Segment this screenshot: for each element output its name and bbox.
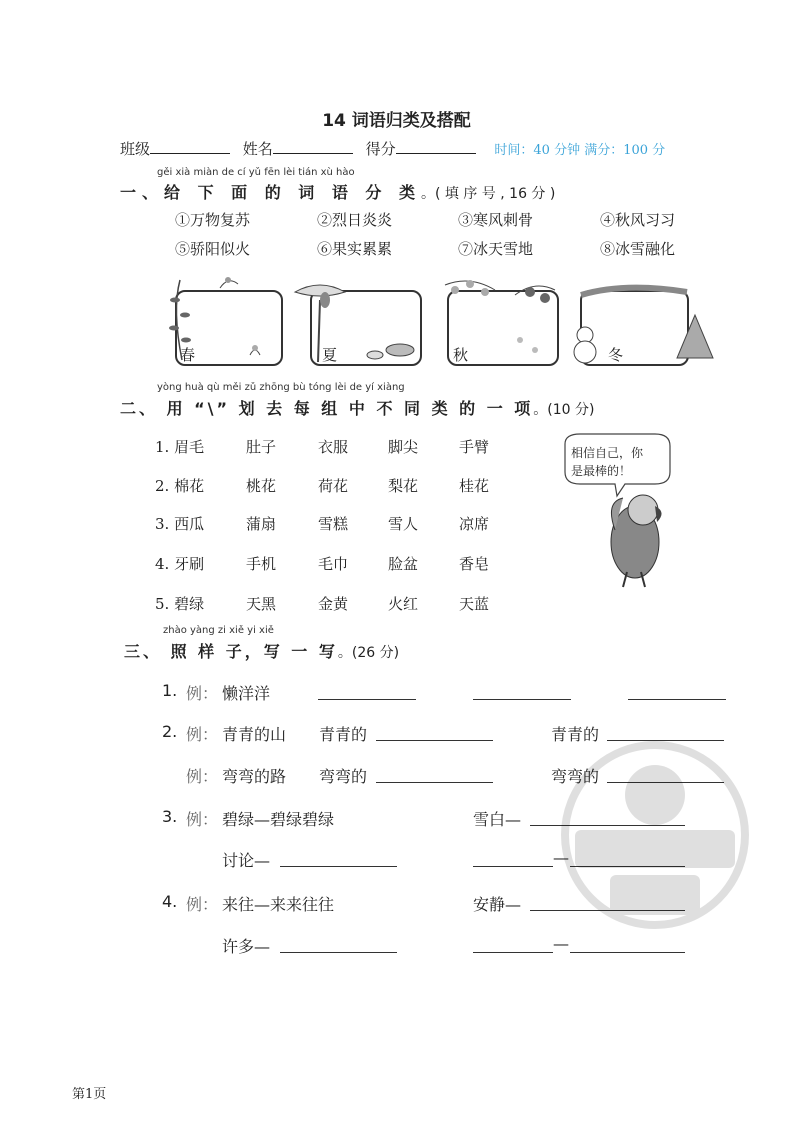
answer-blank[interactable] [280,952,397,953]
word-option: ①万物复苏 [175,211,251,229]
group-word[interactable]: 4. 牙刷 [155,555,205,573]
section1-heading [120,180,555,203]
group-word[interactable]: 肚子 [246,438,277,456]
summer-lotus-icon [290,270,430,370]
example-label: 例： [186,810,219,829]
example-text: 青青的山 [222,725,287,744]
group-word[interactable]: 脸盆 [388,555,419,573]
season-label-winter: 冬 [608,346,624,364]
group-word[interactable]: 荷花 [318,477,349,495]
prompt-text: 讨论— [222,851,271,870]
bubble-line2: 是最棒的！ [571,464,632,478]
spring-decoration-icon [160,270,290,370]
answer-blank[interactable] [570,952,685,953]
season-label-autumn: 秋 [453,346,469,364]
group-word[interactable]: 蒲扇 [246,515,277,533]
answer-blank[interactable] [318,699,416,700]
word-option: ⑧冰雪融化 [600,240,676,258]
group-word[interactable]: 雪糕 [318,515,349,533]
section2-heading [120,396,595,419]
answer-blank[interactable] [473,952,553,953]
section3-note: 。(26 分) [337,645,400,661]
group-word[interactable]: 2. 棉花 [155,477,205,495]
class-label: 班级 [120,140,151,158]
prompt-text: 青青的 [551,725,600,744]
question-number: 4. [162,892,178,911]
answer-blank[interactable] [376,782,493,783]
word-option: ②烈日炎炎 [317,211,393,229]
page-title: 14 词语归类及搭配 [322,111,471,131]
group-word[interactable]: 天蓝 [459,595,490,613]
group-word[interactable]: 5. 碧绿 [155,595,205,613]
section3-heading [124,639,399,662]
section2-pinyin: yòng huà qù měi zǔ zhōng bù tóng lèi de yí xiàng [157,382,405,393]
group-word[interactable]: 香皂 [459,555,490,573]
example-text: 碧绿—碧绿碧绿 [222,810,335,829]
answer-blank[interactable] [473,699,571,700]
group-word[interactable]: 毛巾 [318,555,349,573]
prompt-text: 许多— [222,937,271,956]
prompt-text: 安静— [473,895,522,914]
group-word[interactable]: 雪人 [388,515,419,533]
section3-pinyin: zhào yàng zi xiě yi xiě [163,625,274,636]
section1-heading-text: 一、给 下 面 的 词 语 分 类 [120,183,421,202]
bubble-line1: 相信自己，你 [571,446,644,460]
prompt-text: 弯弯的 [551,767,600,786]
group-word[interactable]: 凉席 [459,515,490,533]
example-label: 例： [186,767,219,786]
word-option: ⑥果实累累 [317,240,393,258]
section1-pinyin: gěi xià miàn de cí yǔ fēn lèi tián xù hào [157,167,355,178]
dash-separator: — [553,934,569,953]
prompt-text: 雪白— [473,810,522,829]
group-word[interactable]: 脚尖 [388,438,419,456]
page-number: 第1页 [72,1087,107,1102]
question-number: 3. [162,807,178,826]
class-field[interactable] [150,139,230,154]
dash-separator: — [553,848,569,867]
section2-note: 。(10 分) [533,402,595,418]
question-number: 1. [162,681,178,700]
season-label-summer: 夏 [322,346,338,364]
word-option: ④秋风习习 [600,211,676,229]
answer-blank[interactable] [473,866,553,867]
answer-blank[interactable] [376,740,493,741]
group-word[interactable]: 衣服 [318,438,349,456]
prompt-text: 青青的 [319,725,368,744]
word-option: ③寒风刺骨 [458,211,534,229]
section2-heading-text: 二、 用 “\” 划 去 每 组 中 不 同 类 的 一 项 [120,399,534,418]
group-word[interactable]: 1. 眉毛 [155,438,205,456]
example-label: 例： [186,895,219,914]
word-option: ⑦冰天雪地 [458,240,534,258]
group-word[interactable]: 桂花 [459,477,490,495]
group-word[interactable]: 手臂 [459,438,490,456]
autumn-leaves-icon [440,270,570,370]
group-word[interactable]: 3. 西瓜 [155,515,205,533]
word-option: ⑤骄阳似火 [175,240,251,258]
name-field[interactable] [273,139,353,154]
score-label: 得分 [365,140,396,158]
group-word[interactable]: 金黄 [318,595,349,613]
group-word[interactable]: 天黑 [246,595,277,613]
student-info-line [120,138,665,159]
answer-blank[interactable] [280,866,397,867]
answer-blank[interactable] [628,699,726,700]
name-label: 姓名 [242,140,273,158]
score-field[interactable] [396,139,476,154]
group-word[interactable]: 梨花 [388,477,419,495]
question-number: 2. [162,722,178,741]
group-word[interactable]: 火红 [388,595,419,613]
example-label: 例： [186,725,219,744]
group-word[interactable]: 桃花 [246,477,277,495]
example-text: 弯弯的路 [222,767,287,786]
group-word[interactable]: 手机 [246,555,277,573]
section3-heading-text: 三、 照 样 子，写 一 写 [124,642,338,661]
season-label-spring: 春 [180,346,196,364]
prompt-text: 弯弯的 [319,767,368,786]
section1-note: 。( 填 序 号 , 16 分 ) [421,186,556,202]
watermark-seal-icon [560,735,750,935]
example-text: 来往—来来往往 [222,895,335,914]
winter-snowman-icon [565,270,720,370]
time-score-info: 时间：40 分钟 满分：100 分 [494,143,666,158]
example-label: 例： [186,684,219,703]
example-text: 懒洋洋 [222,684,271,703]
